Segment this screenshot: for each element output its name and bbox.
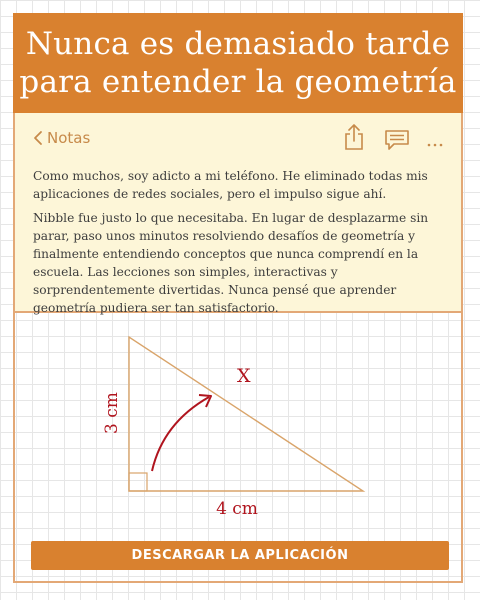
share-icon[interactable] <box>343 123 365 155</box>
download-app-button[interactable]: DESCARGAR LA APLICACIÓN <box>31 541 449 570</box>
notes-card <box>13 113 463 313</box>
curved-arrow <box>152 397 209 471</box>
notes-toolbar <box>15 113 461 161</box>
note-paragraph-2: Nibble fue justo lo que necesitaba. En lugar de desplazarme sin parar, paso unos minutos resolviendo desafíos de geometría y finalmente entendiendo conceptos que nunca comprendí en la escuela. Las lecciones son simples, interactivas y sorprendentemente divertidas. Nunca pensé que aprender geometría pudiera ser tan satisfactorio. <box>33 211 429 315</box>
triangle-diagram <box>13 313 463 533</box>
headline <box>13 13 463 113</box>
horizontal-side-label: 4 cm <box>216 499 258 519</box>
comment-icon[interactable] <box>384 129 410 155</box>
more-icon[interactable] <box>427 133 443 152</box>
triangle-svg <box>13 313 463 533</box>
triangle-shape <box>129 337 363 491</box>
note-paragraph-1: Como muchos, soy adicto a mi teléfono. He eliminado todas mis aplicaciones de redes sociales, pero el impulso sigue ahí. <box>33 169 428 201</box>
back-button[interactable] <box>33 129 90 147</box>
note-body <box>33 167 443 323</box>
hypotenuse-label: X <box>237 365 251 387</box>
right-angle-marker <box>129 473 147 491</box>
vertical-side-label: 3 cm <box>102 392 122 434</box>
chevron-left-icon <box>33 130 43 146</box>
headline-line-2: para entender la geometría <box>19 64 457 100</box>
headline-line-1: Nunca es demasiado tarde <box>25 26 451 62</box>
back-label: Notas <box>47 129 91 147</box>
